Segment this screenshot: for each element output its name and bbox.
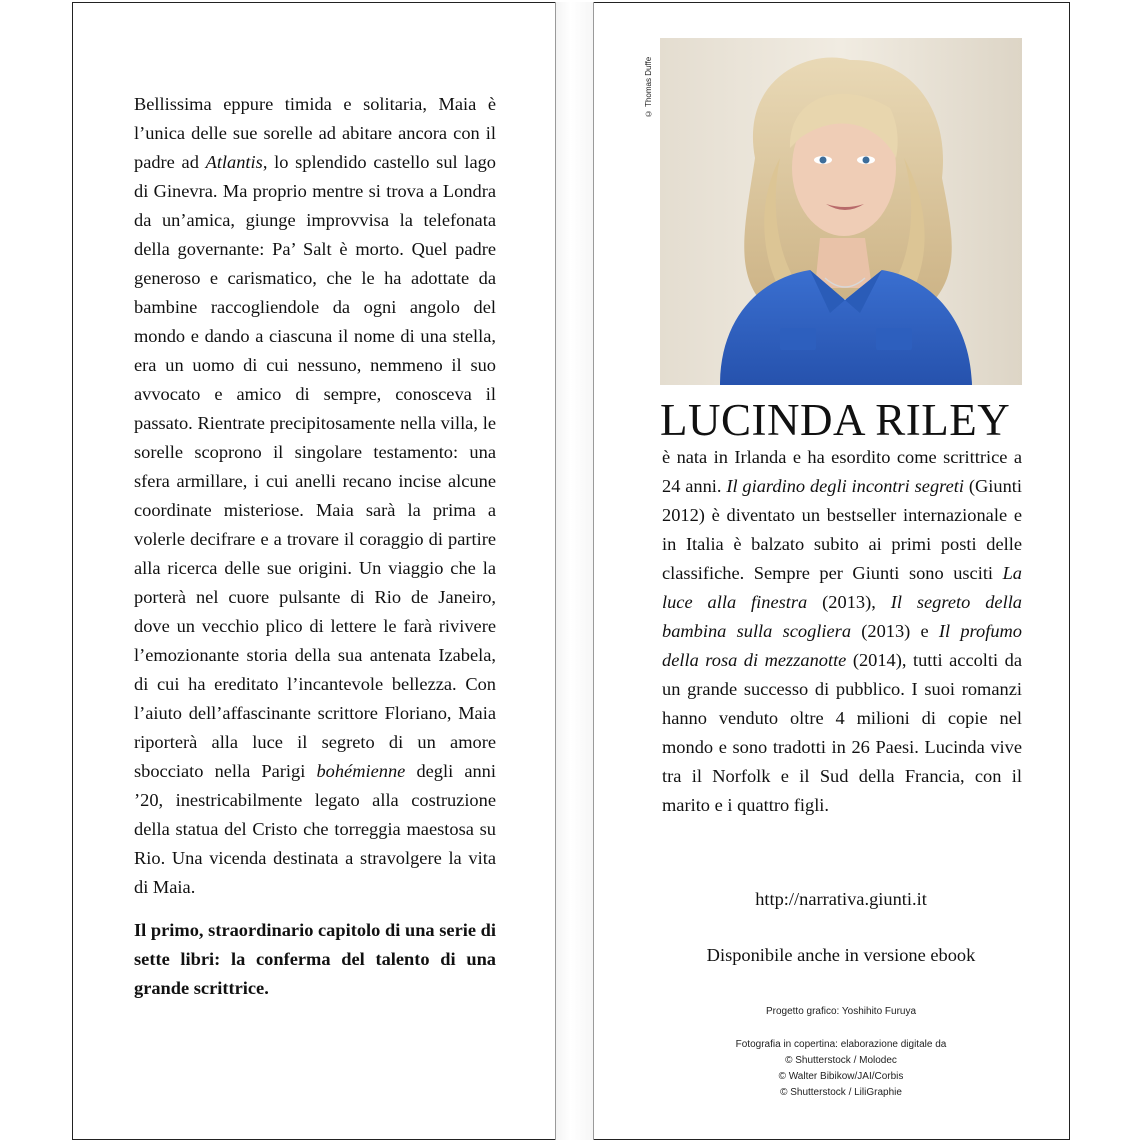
- author-name: LUCINDA RILEY: [660, 395, 1011, 445]
- bio-text: (2014), tutti accolti da un grande successo di pubblico. I suoi romanzi hanno venduto oltre 4 milioni di copie nel mondo e sono tradotti in 26 Paesi. Lucinda vive tra il Norfolk e il Sud della Francia, con il marito e i quattro figli.: [662, 650, 1022, 815]
- synopsis-body: [134, 90, 496, 902]
- cover-credit-line: Fotografia in copertina: elaborazione digitale da: [735, 1039, 947, 1050]
- cover-credit-line: © Shutterstock / Molodec: [785, 1055, 897, 1066]
- author-photo: [660, 38, 1022, 385]
- ebook-note: Disponibile anche in versione ebook: [706, 945, 976, 965]
- flap-fold: [556, 2, 593, 1140]
- synopsis-closing: Il primo, straordinario capitolo di una serie di sette libri: la conferma del talento di una grande scrittrice.: [134, 920, 496, 998]
- book-title: Il segreto della bambina sulla scogliera: [662, 592, 1022, 641]
- fold-line-left: [555, 2, 556, 1140]
- synopsis-text: , lo splendido castello sul lago di Ginevra. Ma proprio mentre si trova a Londra da un’amica, giunge improvvisa la telefonata della governante: Pa’ Salt è morto. Quel padre generoso e carismatico, che le ha adottate da bambine raccogliendole da ogni angolo del mondo e dando a ciascuna il nome di una stella, era un uomo di cui nessuno, nemmeno il suo avvocato e amico di sempre, conosceva il passato. Rientrate precipitosamente nella villa, le sorelle scoprono il singolare testamento: una sfera armillare, i cui anelli recano incise alcune coordinate misteriose. Maia sarà la prima a volerle decifrare e a trovare il coraggio di partire alla ricerca delle sue origini. Un viaggio che la porterà nel cuore pulsante di Rio de Janeiro, dove un vecchio plico di lettere le farà rivivere l’emozionante storia della sua antenata Izabela, di cui ha ereditato l’incantevole bellezza. Con l’aiuto dell’affascinante scrittore Floriano, Maia riporterà alla luce il segreto di un amore sbocciato nella Parigi: [134, 152, 496, 781]
- book-title: Il profumo della rosa di mezzanotte: [662, 621, 1022, 670]
- design-credit: Progetto grafico: Yoshihito Furuya: [765, 1006, 917, 1017]
- bio-text: (2013) e: [851, 621, 939, 641]
- synopsis-emphasis: Atlantis: [205, 152, 263, 172]
- synopsis-text: degli anni ’20, inestricabilmente legato alla costruzione della statua del Cristo che torreggia maestosa su Rio. Una vicenda destinata a stravolgere la vita di Maia.: [134, 761, 496, 897]
- cover-credit-line: © Walter Bibikow/JAI/Corbis: [778, 1071, 904, 1082]
- publisher-url[interactable]: http://narrativa.giunti.it: [755, 889, 927, 909]
- cover-credit-line: © Shutterstock / LiliGraphie: [780, 1087, 902, 1098]
- author-bio: [662, 443, 1022, 820]
- bio-text: è nata in Irlanda e ha esordito come scrittrice a 24 anni.: [662, 447, 1022, 496]
- cover-credits: [660, 1037, 1022, 1101]
- fold-line-right: [593, 2, 594, 1140]
- synopsis: [134, 90, 496, 1003]
- photo-credit: © Thomas Duffe: [644, 56, 653, 118]
- book-title: La luce alla finestra: [662, 563, 1022, 612]
- bio-text: (Giunti 2012) è diventato un bestseller internazionale e in Italia è balzato subito ai primi posti delle classifiche. Sempre per Giunti sono usciti: [662, 476, 1022, 583]
- bio-text: (2013),: [807, 592, 891, 612]
- synopsis-emphasis: bohémienne: [316, 761, 406, 781]
- synopsis-text: Bellissima eppure timida e solitaria, Maia è l’unica delle sue sorelle ad abitare ancora con il padre ad: [134, 94, 496, 172]
- author-portrait-image: [660, 38, 1022, 385]
- book-title: Il giardino degli incontri segreti: [726, 476, 965, 496]
